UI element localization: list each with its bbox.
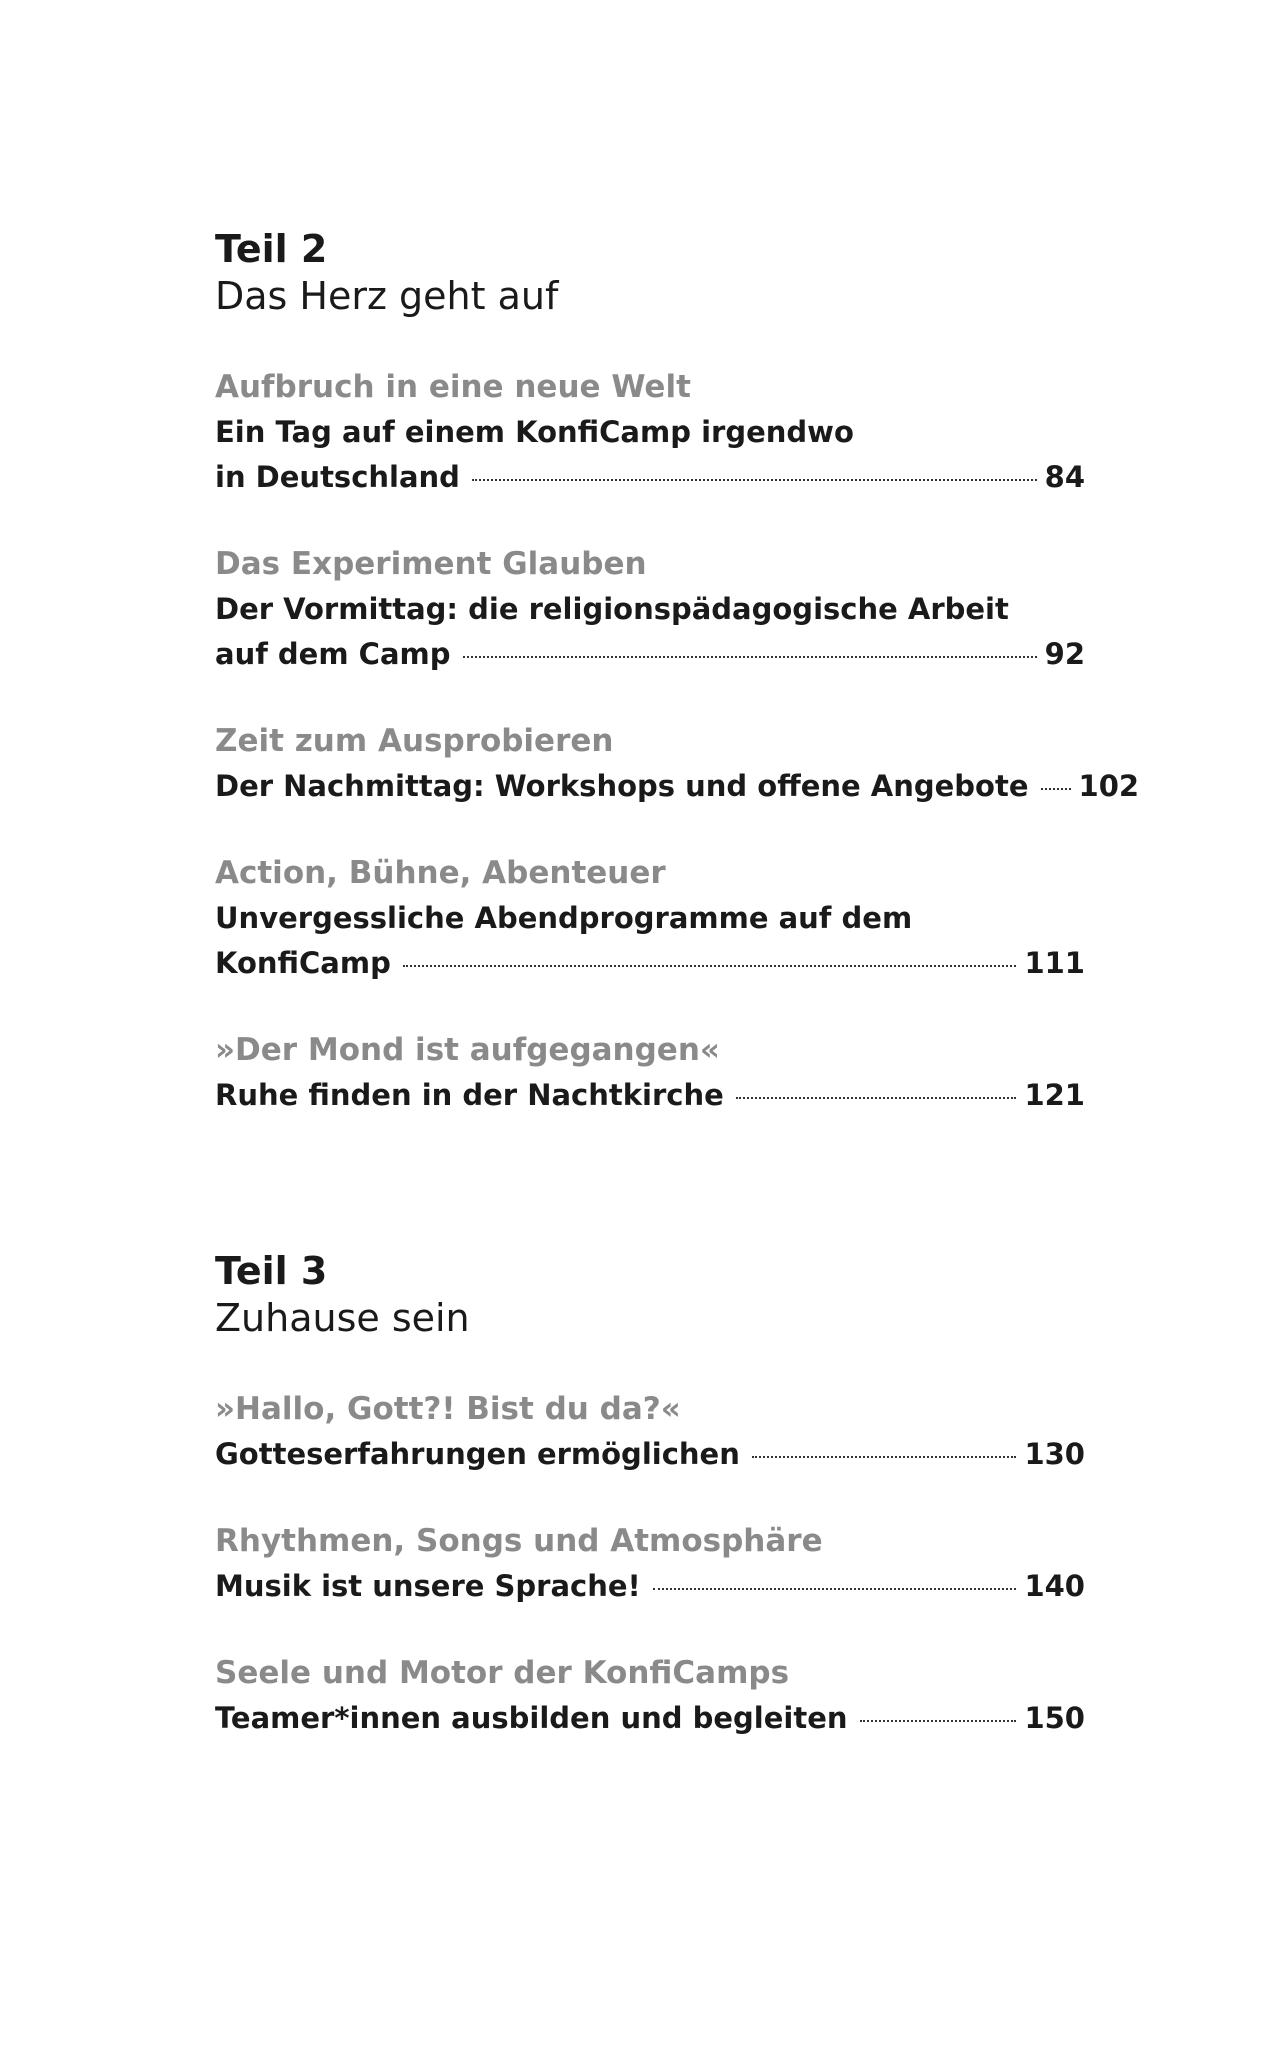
chapter-subtitle: Der Vormittag: die religionspädagogische Arbeit <box>215 592 1009 626</box>
chapter-subtitle-end: Gotteserfahrungen ermöglichen <box>215 1437 740 1471</box>
chapter-subtitle: Unvergessliche Abendprogramme auf dem <box>215 901 913 935</box>
toc-entry[interactable] <box>215 1518 1085 1609</box>
chapter-heading: Zeit zum Ausprobieren <box>215 723 614 759</box>
part-2 <box>215 226 1140 1118</box>
dot-leader <box>1041 788 1071 790</box>
toc-entry[interactable] <box>215 1027 1085 1118</box>
chapter-subtitle-row <box>215 455 1085 500</box>
chapter-subtitle-row <box>215 1432 1085 1477</box>
chapter-heading: Rhythmen, Songs und Atmosphäre <box>215 1523 823 1559</box>
chapter-subtitle-end: KonfiCamp <box>215 946 391 980</box>
dot-leader <box>736 1097 1017 1099</box>
chapter-heading: Aufbruch in eine neue Welt <box>215 369 691 405</box>
chapter-subtitle-row <box>215 764 1140 809</box>
page-number: 150 <box>1024 1701 1085 1735</box>
page-number: 102 <box>1078 769 1140 803</box>
dot-leader <box>752 1456 1017 1458</box>
page-number: 111 <box>1024 946 1085 980</box>
page-number: 130 <box>1024 1437 1085 1471</box>
chapter-heading: »Hallo, Gott?! Bist du da?« <box>215 1391 681 1427</box>
chapter-subtitle-end: auf dem Camp <box>215 637 451 671</box>
part-label: Teil 2 <box>215 227 328 271</box>
part-title: Zuhause sein <box>215 1296 470 1340</box>
toc-entry[interactable] <box>215 364 1085 500</box>
chapter-subtitle-row <box>215 1073 1085 1118</box>
chapter-subtitle-end: Ruhe finden in der Nachtkirche <box>215 1078 724 1112</box>
part-3 <box>215 1248 1085 1741</box>
chapter-subtitle-row <box>215 941 1085 986</box>
chapter-subtitle-end: Musik ist unsere Sprache! <box>215 1569 641 1603</box>
toc-entry[interactable] <box>215 1386 1085 1477</box>
dot-leader <box>472 479 1037 481</box>
chapter-subtitle-end: Der Nachmittag: Workshops und offene Angebote <box>215 769 1029 803</box>
dot-leader <box>463 656 1037 658</box>
table-of-contents <box>215 226 1140 1782</box>
page-number: 121 <box>1024 1078 1085 1112</box>
chapter-subtitle: Ein Tag auf einem KonfiCamp irgendwo <box>215 415 854 449</box>
dot-leader <box>403 965 1017 967</box>
page-number: 92 <box>1044 637 1085 671</box>
page-number: 84 <box>1044 460 1085 494</box>
part-title: Das Herz geht auf <box>215 274 559 318</box>
chapter-subtitle-end: in Deutschland <box>215 460 460 494</box>
toc-entry[interactable] <box>215 718 1140 809</box>
chapter-subtitle-row <box>215 1696 1085 1741</box>
toc-entry[interactable] <box>215 541 1085 677</box>
chapter-subtitle-row <box>215 1564 1085 1609</box>
dot-leader <box>653 1588 1017 1590</box>
chapter-heading: »Der Mond ist aufgegangen« <box>215 1032 720 1068</box>
dot-leader <box>860 1720 1017 1722</box>
chapter-heading: Das Experiment Glauben <box>215 546 647 582</box>
page-number: 140 <box>1024 1569 1085 1603</box>
chapter-heading: Seele und Motor der KonfiCamps <box>215 1655 790 1691</box>
toc-entry[interactable] <box>215 850 1085 986</box>
chapter-subtitle-end: Teamer*innen ausbilden und begleiten <box>215 1701 848 1735</box>
chapter-heading: Action, Bühne, Abenteuer <box>215 855 666 891</box>
toc-entry[interactable] <box>215 1650 1085 1741</box>
chapter-subtitle-row <box>215 632 1085 677</box>
part-label: Teil 3 <box>215 1249 328 1293</box>
